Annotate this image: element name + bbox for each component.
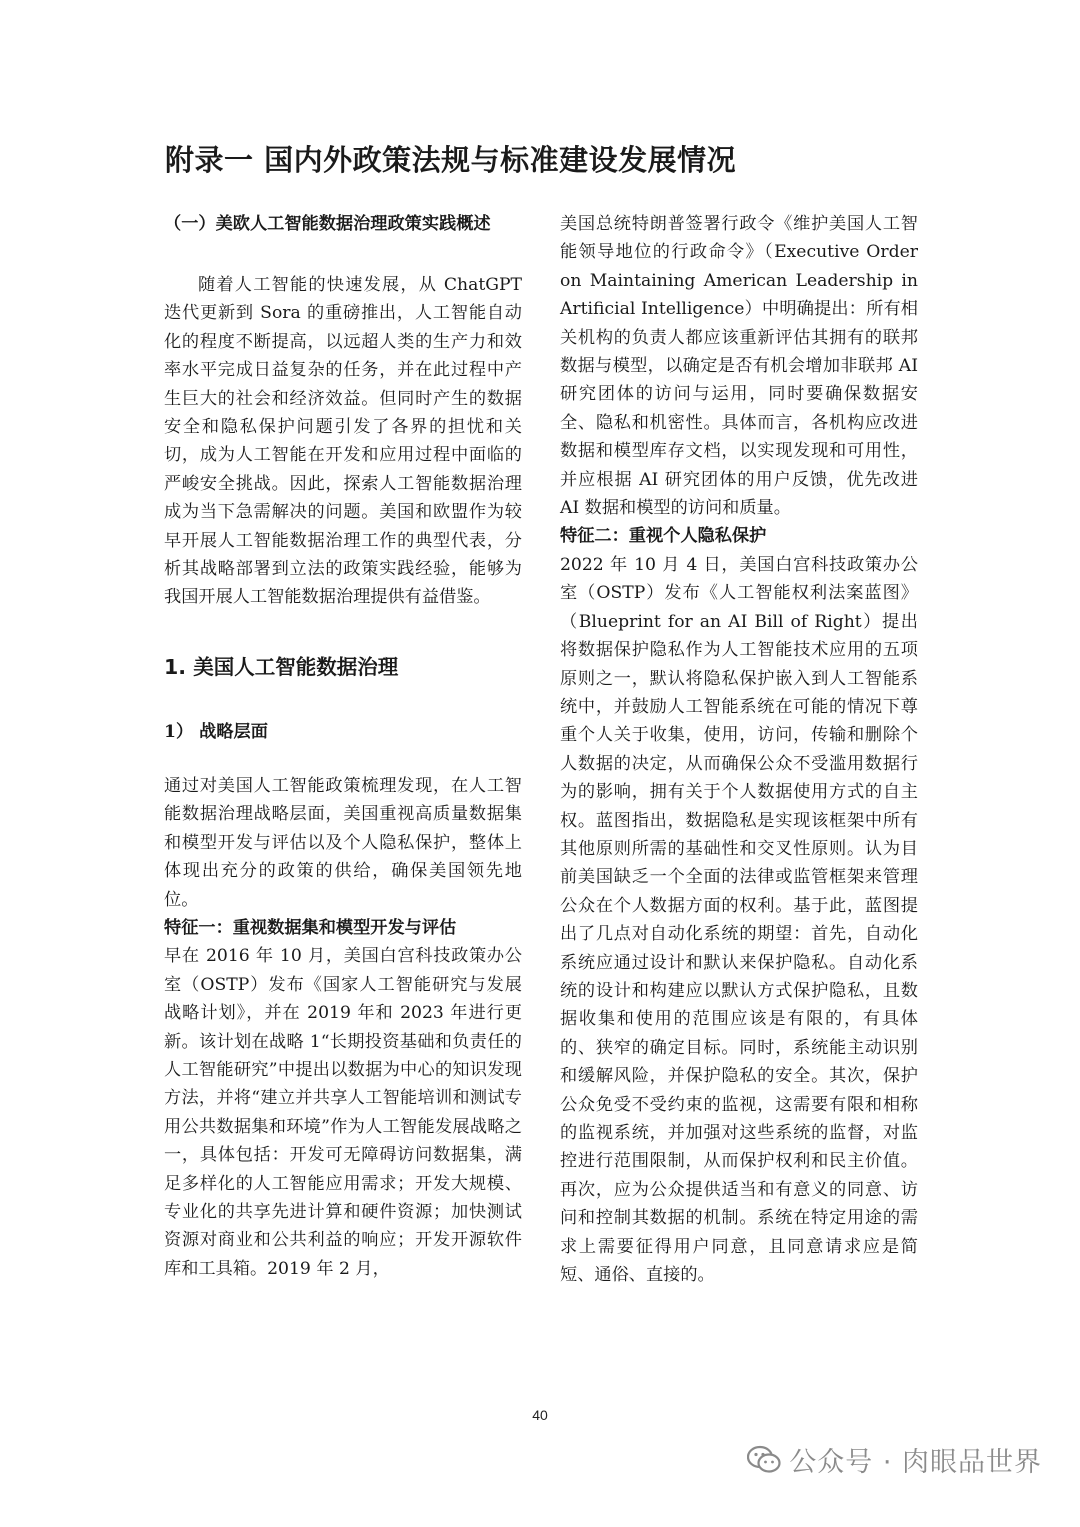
wechat-icon xyxy=(747,1445,781,1475)
section-heading: （一）美欧人工智能数据治理政策实践概述 xyxy=(164,214,491,234)
page-title: 附录一 国内外政策法规与标准建设发展情况 xyxy=(165,143,737,177)
executive-order-paragraph: 美国总统特朗普签署行政令《维护美国人工智能领导地位的行政命令》（Executive Order on Maintaining American Leadership in Artificial Intelligence）中明确提出：所有相关机构的负责人都应该重新评估其拥有的联邦数据与模型，以确定是否有机会增加非联邦 AI 研究团体的访问与运用，同时要确保数据安全、隐私和机密性。具体而言，各机构应改进数据和模型库存文档，以实现发现和可用性，并应根据 AI 研究团体的用户反馈，优先改进 AI 数据和模型的访问和质量。 xyxy=(560,214,918,519)
watermark xyxy=(747,1440,1042,1479)
feature-one-heading: 特征一：重视数据集和模型开发与评估 xyxy=(164,917,457,938)
page-number: 40 xyxy=(532,1407,548,1423)
heading-strategy-level: 1） 战略层面 xyxy=(164,721,268,742)
heading-us-data-governance: 1. 美国人工智能数据治理 xyxy=(164,654,399,679)
feature-two-heading: 特征二：重视个人隐私保护 xyxy=(560,526,767,547)
privacy-paragraph: 2022 年 10 月 4 日，美国白宫科技政策办公室（OSTP）发布《人工智能权利法案蓝图》（Blueprint for an AI Bill of Right）提出将数据保护隐私作为人工智能技术应用的五项原则之一，默认将隐私保护嵌入到人工智能系统中，并鼓励人工智能系统在可能的情况下尊重个人关于收集，使用，访问，传输和删除个人数据的决定，从而确保公众不受滥用数据行为的影响，拥有关于个人数据使用方式的自主权。蓝图指出，数据隐私是实现该框架中所有其他原则所需的基础性和交叉性原则。认为目前美国缺乏一个全面的法律或监管框架来管理公众在个人数据方面的权利。基于此，蓝图提出了几点对自动化系统的期望：首先，自动化系统应通过设计和默认来保护隐私。自动化系统的设计和构建应以默认方式保护隐私，且数据收集和使用的范围应该是有限的，有具体的、狭窄的确定目标。同时，系统能主动识别和缓解风险，并保护隐私的安全。其次，保护公众免受不受约束的监视，这需要有限和相称的监视系统，并加强对这些系统的监督，对监控进行范围限制，从而保护权利和民主价值。再次，应为公众提供适当和有意义的同意、访问和控制其数据的机制。系统在特定用途的需求上需要征得用户同意，且同意请求应是简短、通俗、直接的。 xyxy=(560,554,918,1286)
strategy-paragraph: 通过对美国人工智能政策梳理发现，在人工智能数据治理战略层面，美国重视高质量数据集和模型开发与评估以及个人隐私保护，整体上体现出充分的政策的供给，确保美国领先地位。 xyxy=(164,775,522,910)
intro-paragraph: 随着人工智能的快速发展，从 ChatGPT 迭代更新到 Sora 的重磅推出，人工智能自动化的程度不断提高，以远超人类的生产力和效率水平完成日益复杂的任务，并在此过程中产生巨大的社会和经济效益。但同时产生的数据安全和隐私保护问题引发了各界的担忧和关切，成为人工智能在开发和应用过程中面临的严峻安全挑战。因此，探索人工智能数据治理成为当下急需解决的问题。美国和欧盟作为较早开展人工智能数据治理工作的典型代表，分析其战略部署到立法的政策实践经验，能够为我国开展人工智能数据治理提供有益借鉴。 xyxy=(164,275,522,608)
feature-one-paragraph: 早在 2016 年 10 月，美国白宫科技政策办公室（OSTP）发布《国家人工智能研究与发展战略计划》，并在 2019 年和 2023 年进行更新。该计划在战略 1“长期投资基础和负责任的人工智能研究”中提出以数据为中心的知识发现方法，并将“建立并共享人工智能培训和测试专用公共数据集和环境”作为人工智能发展战略之一，具体包括：开发可无障碍访问数据集，满足多样化的人工智能应用需求；开发大规模、专业化的共享先进计算和硬件资源；加快测试资源对商业和公共利益的响应；开发开源软件库和工具箱。2019 年 2 月， xyxy=(164,946,522,1279)
right-column xyxy=(560,210,918,1289)
watermark-text: 公众号 · 肉眼品世界 xyxy=(789,1447,1042,1478)
left-column xyxy=(164,210,522,1283)
